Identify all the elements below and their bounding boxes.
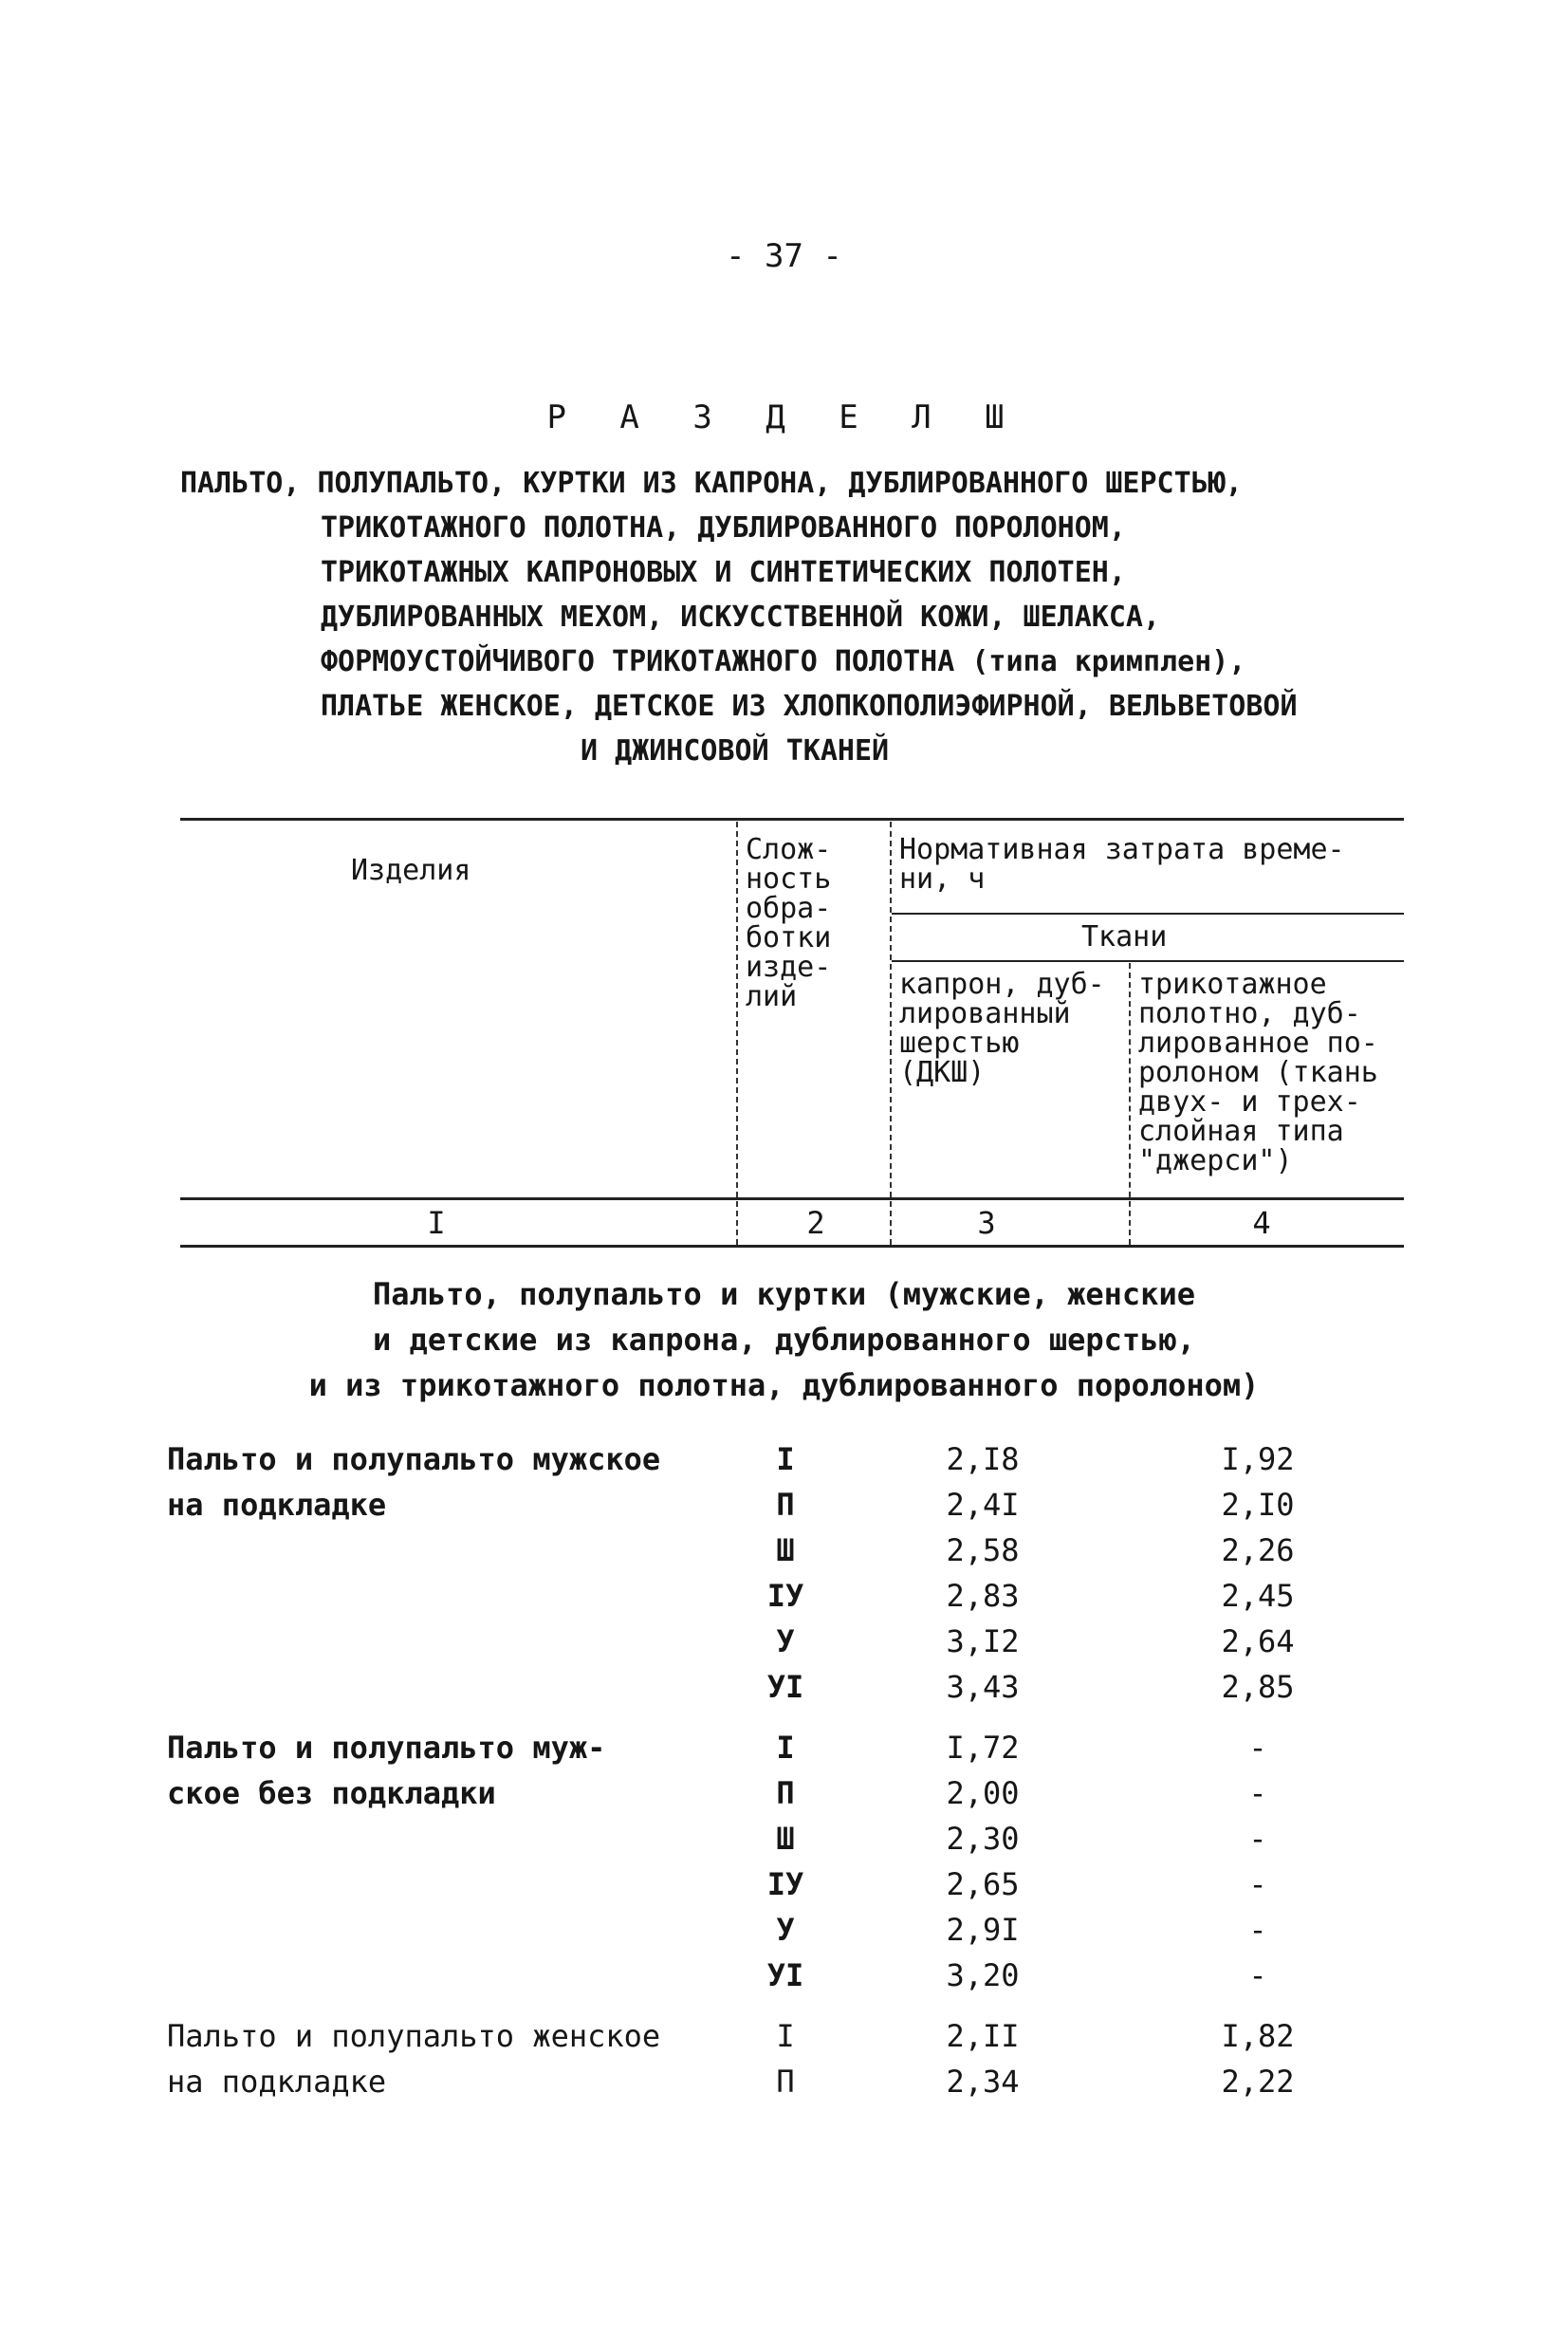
col-number: I — [427, 1205, 446, 1241]
value-knit: 2,64 — [1221, 1623, 1295, 1659]
col-number: 2 — [806, 1205, 825, 1241]
fabrics-rule — [892, 960, 1404, 962]
section-heading: Р А З Д Е Л Ш — [546, 398, 1022, 436]
value-kapron: 3,43 — [946, 1669, 1020, 1705]
col-divider — [890, 822, 892, 1245]
subheading — [0, 1271, 1568, 1408]
subheading-line: и из трикотажного полотна, дублированного поролоном) — [308, 1367, 1260, 1403]
col-divider — [1129, 963, 1131, 1245]
value-knit: - — [1248, 1821, 1267, 1857]
complexity-level: Ш — [776, 1821, 795, 1857]
complexity-level: УI — [766, 1957, 804, 1993]
col-header-items: Изделия — [351, 854, 471, 887]
col-divider — [736, 822, 738, 1245]
complexity-level: Ш — [776, 1532, 795, 1568]
numbers-bottom-rule — [180, 1245, 1404, 1248]
title-line: ТРИКОТАЖНОГО ПОЛОТНА, ДУБЛИРОВАННОГО ПОРОЛОНОМ, — [321, 511, 1126, 545]
complexity-level: У — [776, 1912, 795, 1948]
complexity-level: IУ — [766, 1578, 804, 1614]
col-number: 3 — [977, 1205, 996, 1241]
complexity-level: I — [776, 1730, 795, 1766]
value-knit: - — [1248, 1957, 1267, 1993]
value-knit: - — [1248, 1912, 1267, 1948]
value-knit: 2,26 — [1221, 1532, 1295, 1568]
col-number: 4 — [1252, 1205, 1271, 1241]
complexity-level: У — [776, 1623, 795, 1659]
value-kapron: 2,34 — [946, 2064, 1020, 2100]
value-kapron: 2,4I — [946, 1487, 1020, 1523]
value-kapron: 2,00 — [946, 1775, 1020, 1811]
value-kapron: 2,I8 — [946, 1441, 1020, 1477]
value-kapron: 3,I2 — [946, 1623, 1020, 1659]
group-rule — [892, 913, 1404, 915]
item-name: Пальто и полупальто мужское на подкладке — [167, 1441, 661, 1523]
complexity-level: I — [776, 2018, 795, 2054]
value-knit: 2,45 — [1221, 1578, 1295, 1614]
title-line: ПАЛЬТО, ПОЛУПАЛЬТО, КУРТКИ ИЗ КАПРОНА, ДУБЛИРОВАННОГО ШЕРСТЬЮ, — [180, 467, 1243, 500]
complexity-level: П — [776, 1487, 795, 1523]
title-line: ДУБЛИРОВАННЫХ МЕХОМ, ИСКУССТВЕННОЙ КОЖИ, ШЕЛАКСА, — [321, 601, 1161, 634]
item-name: Пальто и полупальто муж- ское без подкладки — [167, 1730, 606, 1811]
col-header-fabrics: Ткани — [1081, 920, 1168, 954]
value-knit: - — [1248, 1730, 1267, 1766]
value-kapron: 2,II — [946, 2018, 1020, 2054]
header-bottom-rule — [180, 1197, 1404, 1200]
complexity-level: I — [776, 1441, 795, 1477]
value-knit: 2,I0 — [1221, 1487, 1295, 1523]
value-knit: 2,85 — [1221, 1669, 1295, 1705]
title-line: ПЛАТЬЕ ЖЕНСКОЕ, ДЕТСКОЕ ИЗ ХЛОПКОПОЛИЭФИРНОЙ, ВЕЛЬВЕТОВОЙ — [321, 690, 1298, 723]
value-kapron: 3,20 — [946, 1957, 1020, 1993]
value-knit: - — [1248, 1775, 1267, 1811]
value-knit: 2,22 — [1221, 2064, 1295, 2100]
title-line: ФОРМОУСТОЙЧИВОГО ТРИКОТАЖНОГО ПОЛОТНА (типа кримплен), — [321, 645, 1246, 678]
value-kapron: 2,30 — [946, 1821, 1020, 1857]
item-name: Пальто и полупальто женское на подкладке — [167, 2018, 661, 2100]
value-kapron: I,72 — [946, 1730, 1020, 1766]
subheading-line: и детские из капрона, дублированного шерстью, — [373, 1322, 1195, 1358]
value-knit: I,82 — [1221, 2018, 1295, 2054]
section-title — [180, 461, 1432, 773]
value-kapron: 2,58 — [946, 1532, 1020, 1568]
value-kapron: 2,9I — [946, 1912, 1020, 1948]
subheading-line: Пальто, полупальто и куртки (мужские, женские — [373, 1276, 1195, 1312]
value-kapron: 2,65 — [946, 1866, 1020, 1902]
col-header-complexity: Слож- ность обра- ботки изде- лий — [746, 833, 832, 1013]
title-line: ТРИКОТАЖНЫХ КАПРОНОВЫХ И СИНТЕТИЧЕСКИХ ПОЛОТЕН, — [321, 556, 1126, 589]
value-knit: - — [1248, 1866, 1267, 1902]
complexity-level: IУ — [766, 1866, 804, 1902]
col-header-knit: трикотажное полотно, дуб- лированное по- ролоном (ткань двух- и трех- слойная типа "джерси") — [1138, 968, 1378, 1177]
value-kapron: 2,83 — [946, 1578, 1020, 1614]
complexity-level: П — [776, 2064, 795, 2100]
value-knit: I,92 — [1221, 1441, 1295, 1477]
page-number: - 37 - — [726, 237, 842, 275]
col-header-kapron: капрон, дуб- лированный шерстью (ДКШ) — [899, 968, 1105, 1089]
table-top-rule — [180, 818, 1404, 821]
complexity-level: П — [776, 1775, 795, 1811]
title-line: И ДЖИНСОВОЙ ТКАНЕЙ — [581, 734, 890, 768]
complexity-level: УI — [766, 1669, 804, 1705]
col-header-time-norm: Нормативная затрата време- ни, ч — [899, 833, 1345, 896]
